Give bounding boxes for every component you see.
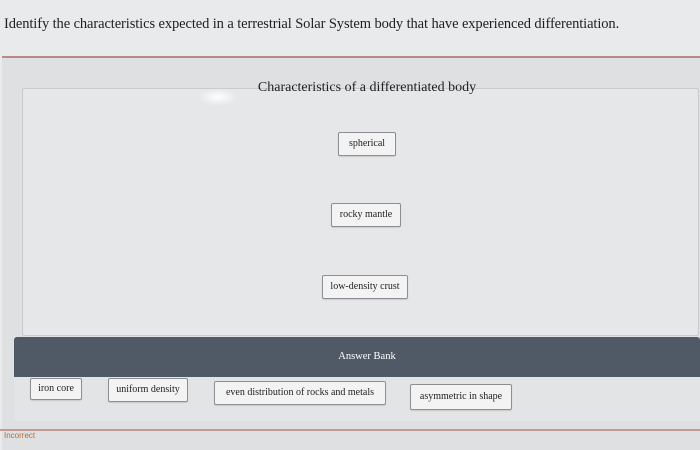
question-text: Identify the characteristics expected in a terrestrial Solar System body that have experienced differentiation. [4,16,620,32]
divider-line [0,429,700,431]
bank-item-iron-core[interactable]: iron core [30,378,82,400]
status-text: Incorrect [4,431,36,440]
placed-item-low-density-crust[interactable]: low-density crust [322,275,408,299]
bank-item-even-distribution[interactable]: even distribution of rocks and metals [214,381,386,405]
bank-item-uniform-density[interactable]: uniform density [108,378,188,402]
placed-item-spherical[interactable]: spherical [338,132,396,156]
answer-bank-title: Answer Bank [338,351,396,362]
placed-item-rocky-mantle[interactable]: rocky mantle [331,203,401,227]
target-title: Characteristics of a differentiated body [257,80,477,95]
bank-item-asymmetric-shape[interactable]: asymmetric in shape [410,384,512,410]
